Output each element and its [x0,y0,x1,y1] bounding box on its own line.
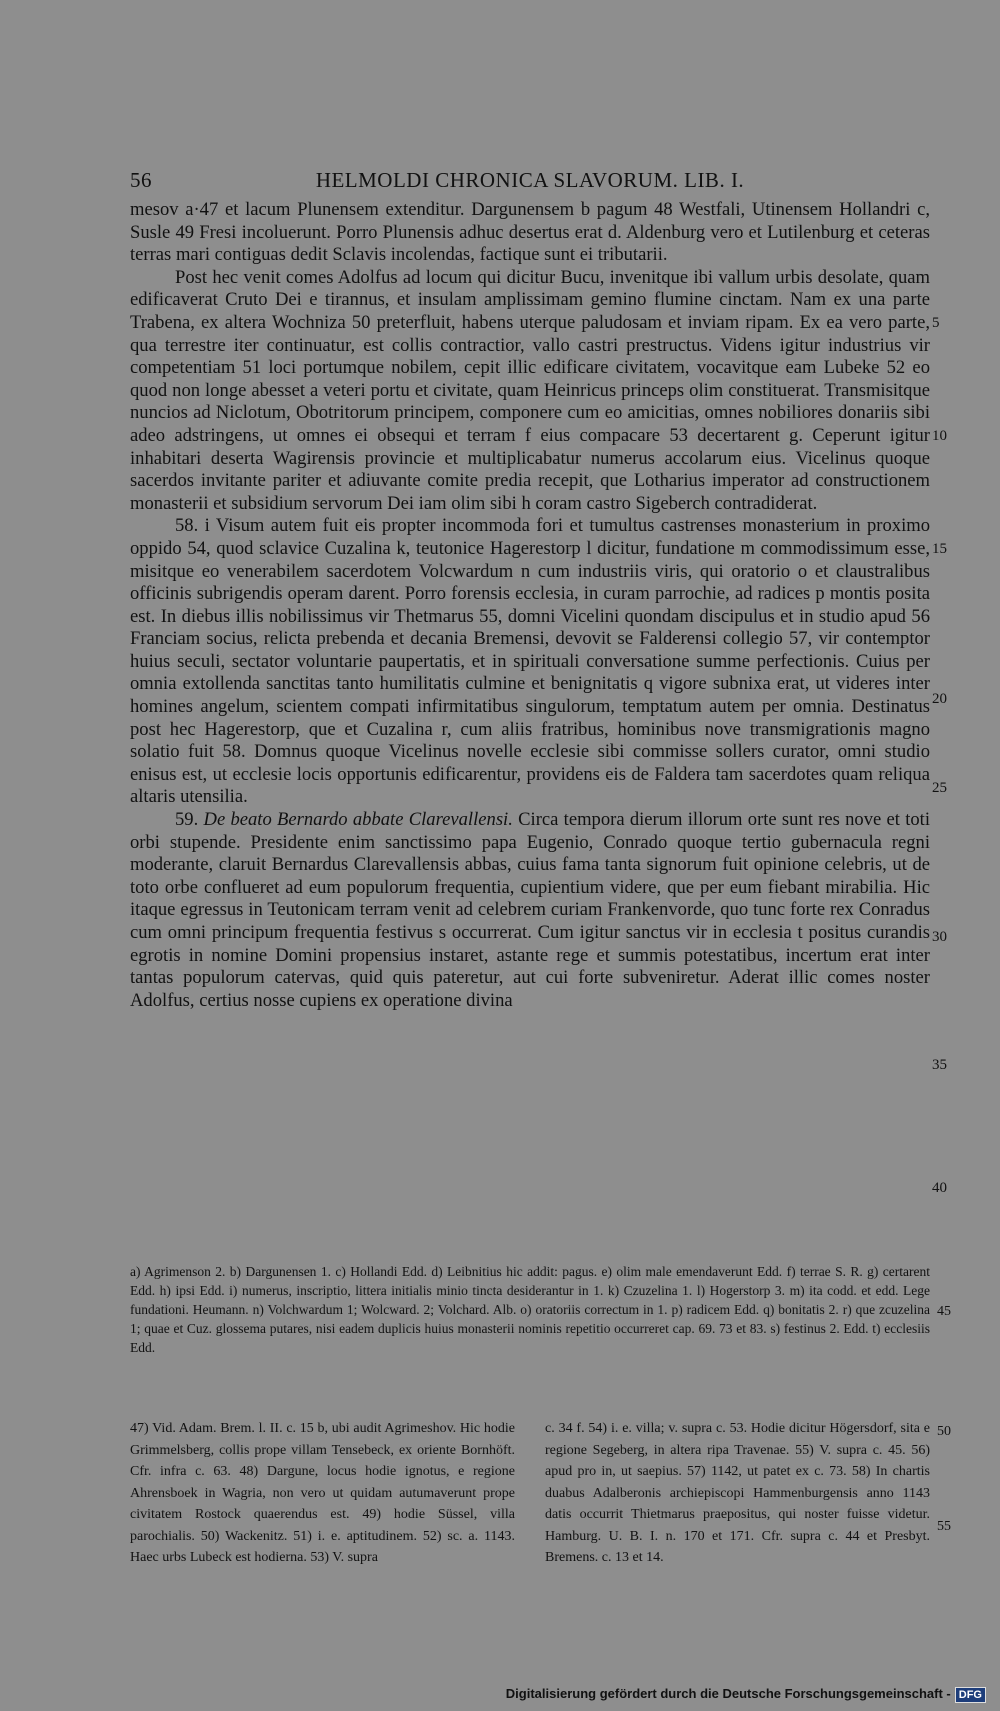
main-text [130,199,930,1012]
footnote-text: c. 34 f. 54) i. e. villa; v. supra c. 53. Hodie dicitur Högersdorf, sita e regione Segeberg, in altera ripa Travenae. 55) V. supra c. 45. 56) apud pro in, ut saepius. 57) 1142, ut patet ex c. 73. 58) In chartis duabus Adalberonis archiepiscopi Hammenburgensis anno 1143 datis occurrit Thietmarus praepositus, qui noster fuisse videtur. Hamburg. U. B. I. n. 170 et 171. Cfr. supra c. 44 et Presbyt. Bremens. c. 13 et 14. [545,1421,930,1565]
line-number: 30 [932,929,947,945]
line-number: 20 [932,691,947,707]
page-header [130,168,930,198]
variant-readings: a) Agrimenson 2. b) Dargunensen 1. c) Hollandi Edd. d) Leibnitius hic addit: pagus. e) olim male emendaverunt Edd. f) terrae S. R. g) certarent Edd. h) ipsi Edd. i) numerus, inscriptio, littera initialis minio tincta desiderantur in 1. k) Czuzelina 1. l) Hogerstorp 3. m) ita codd. et edd. Lege fundationi. Heumann. n) Volchwardum 1; Wolcward. 2; Volchard. Alb. o) oratoriis correctum in 1. p) radicem Edd. q) bonitatis 2. r) que zcuzelina 1; quae et Cuz. glossema putares, nisi eadem duplicis huius monasterii nominis repetitio occurreret cap. 69. 73 et 83. s) festinus 2. Edd. t) ecclesiis Edd. [130,1264,930,1355]
line-number: 40 [932,1180,947,1196]
paragraph-chapter-58: 58. i Visum autem fuit eis propter incommoda fori et tumultus castrenses monasterium in proximo oppido 54, quod sclavice Cuzalina k, teutonice Hagerestorp l dicitur, fundatione m commodissimum esse, misitque eo venerabilem sacerdotem Volcwardum n cum industriis viris, qui oratorio o et claustralibus officinis subrigendis operam darent. Porro forensis ecclesia, in curam parrochie, ad radices p montis posita est. In diebus illis nobilissimus vir Thetmarus 55, domni Vicelini quondam discipulus et in studio apud 56 Franciam socius, relicta prebenda et decania Bremensi, devovit se Falderensi collegio 57, vir contemptor huius seculi, sectator voluntarie paupertatis, et in spirituali conversatione summe perfectionis. Cuius per omnia extollenda sanctitas tanto humilitatis culmine et benignitatis q vigore subnixa erat, ut videres inter homines angelum, scientem compati infirmitatibus singulorum, temptatum autem per omnia. Destinatus post hec Hagerestorp, que et Cuzalina r, cum aliis fratribus, hominibus nove transmigrationis magno solatio fuit 58. Domnus quoque Vicelinus novelle ecclesie sibi commisse sollers curator, omni studio enisus est, ut ecclesie locis opportunis edificarentur, providens eis de Faldera tam sacerdotes quam reliqua altaris utensilia. [130,515,930,808]
line-number: 35 [932,1057,947,1073]
chapter-59-text: Circa tempora dierum illorum orte sunt res nove et toti orbi stupende. Presidente enim sanctissimo papa Eugenio, Conrado quoque tertio gubernacula regni moderante, claruit Bernardus Clarevallensis abbas, cuius fama tanta signorum fuit opinione celebris, ut de toto orbe conflueret ad eum populorum frequentia, cupientium videre, que per eum fiebant mirabilia. Hic itaque egressus in Teutonicam terram venit ad celebrem curiam Frankenvorde, quo tunc forte rex Conradus cum omni principum frequentia festivus s occurrerat. Cum igitur sanctus vir in ecclesia t positus curandis egrotis in nomine Domini propensius instaret, astante rege et summis potestatibus, incertum erat inter tantas populorum catervas, quid quis pateretur, aut cui forte subveniretur. Aderat illic comes noster Adolfus, certius nosse cupiens ex operatione divina [130,809,930,1011]
line-number: 45 [937,1304,951,1319]
credit-text: Digitalisierung gefördert durch die Deutsche Forschungsgemeinschaft - [505,1686,951,1701]
line-number: 50 [937,1424,951,1439]
paragraph-1: mesov a·47 et lacum Plunensem extenditur. Dargunensem b pagum 48 Westfali, Utinensem Hollandri c, Susle 49 Fresi incoluerunt. Porro Plunensis adhuc desertus erat d. Aldenburg vero et Lutilenburg et ceteras terras mari contiguas dedit Sclavis incolendas, factique sunt ei tributarii. [130,199,930,266]
line-number: 15 [932,541,947,557]
line-number: 5 [932,315,940,331]
running-title: HELMOLDI CHRONICA SLAVORUM. LIB. I. [315,168,745,192]
footnotes-left-column [130,1418,515,1569]
dfg-logo: DFG [955,1687,986,1703]
chapter-title: De beato Bernardo abbate Clarevallensi. [203,809,513,831]
line-number: 10 [932,428,947,444]
line-number: 55 [937,1519,951,1534]
page-number: 56 [130,168,152,192]
paragraph-2: Post hec venit comes Adolfus ad locum qui dicitur Bucu, invenitque ibi vallum urbis desolate, quam edificaverat Cruto Dei e tirannus, et insulam amplissimam gemino flumine cinctam. Nam ex una parte Trabena, ex altera Wochniza 50 preterfluit, habens uterque paludosam et inviam ripam. Ex ea vero parte, qua terrestre iter continuatur, est collis contractior, vallo castri prestructus. Videns igitur industrius vir competentiam 51 loci portumque nobilem, cepit illic edificare civitatem, vocavitque eam Lubeke 52 eo quod non longe abesset a veteri portu et civitate, quam Heinricus princeps olim constituerat. Transmisitque nuncios ad Niclotum, Obotritorum principem, componere cum eo amicitias, omnes nobiliores donariis sibi adeo adstringens, ut omnes ei obsequi et terram f eius compacare 53 decertarent g. Ceperunt igitur inhabitari deserta Wagirensis provincie et multiplicabatur numerus accolarum eius. Vicelinus quoque sacerdos invitante pariter et adiuvante comite predia recepit, que Lotharius imperator ad constructionem monasterii et subsidium servorum Dei iam olim sibi h coram castro Sigeberch contradiderat. [130,266,930,514]
line-number: 25 [932,780,947,796]
footnote-text: 47) Vid. Adam. Brem. l. II. c. 15 b, ubi audit Agrimeshov. Hic hodie Grimmelsberg, collis prope villam Tensebeck, ex oriente Bornhöft. Cfr. infra c. 63. 48) Dargune, locus hodie ignotus, e regione Ahrensboek in Wagria, non vero ut quidam autumaverunt prope civitatem Rostock quaerendus est. 49) hodie Süssel, villa parochialis. 50) Wackenitz. 51) i. e. aptitudinem. 52) sc. a. 1143. Haec urbs Lubeck est hodierna. 53) V. supra [130,1421,515,1565]
paragraph-chapter-59 [130,809,930,1012]
digitization-credit [506,1686,986,1703]
footnotes-right-column [545,1418,930,1569]
chapter-number: 59. [175,809,199,831]
